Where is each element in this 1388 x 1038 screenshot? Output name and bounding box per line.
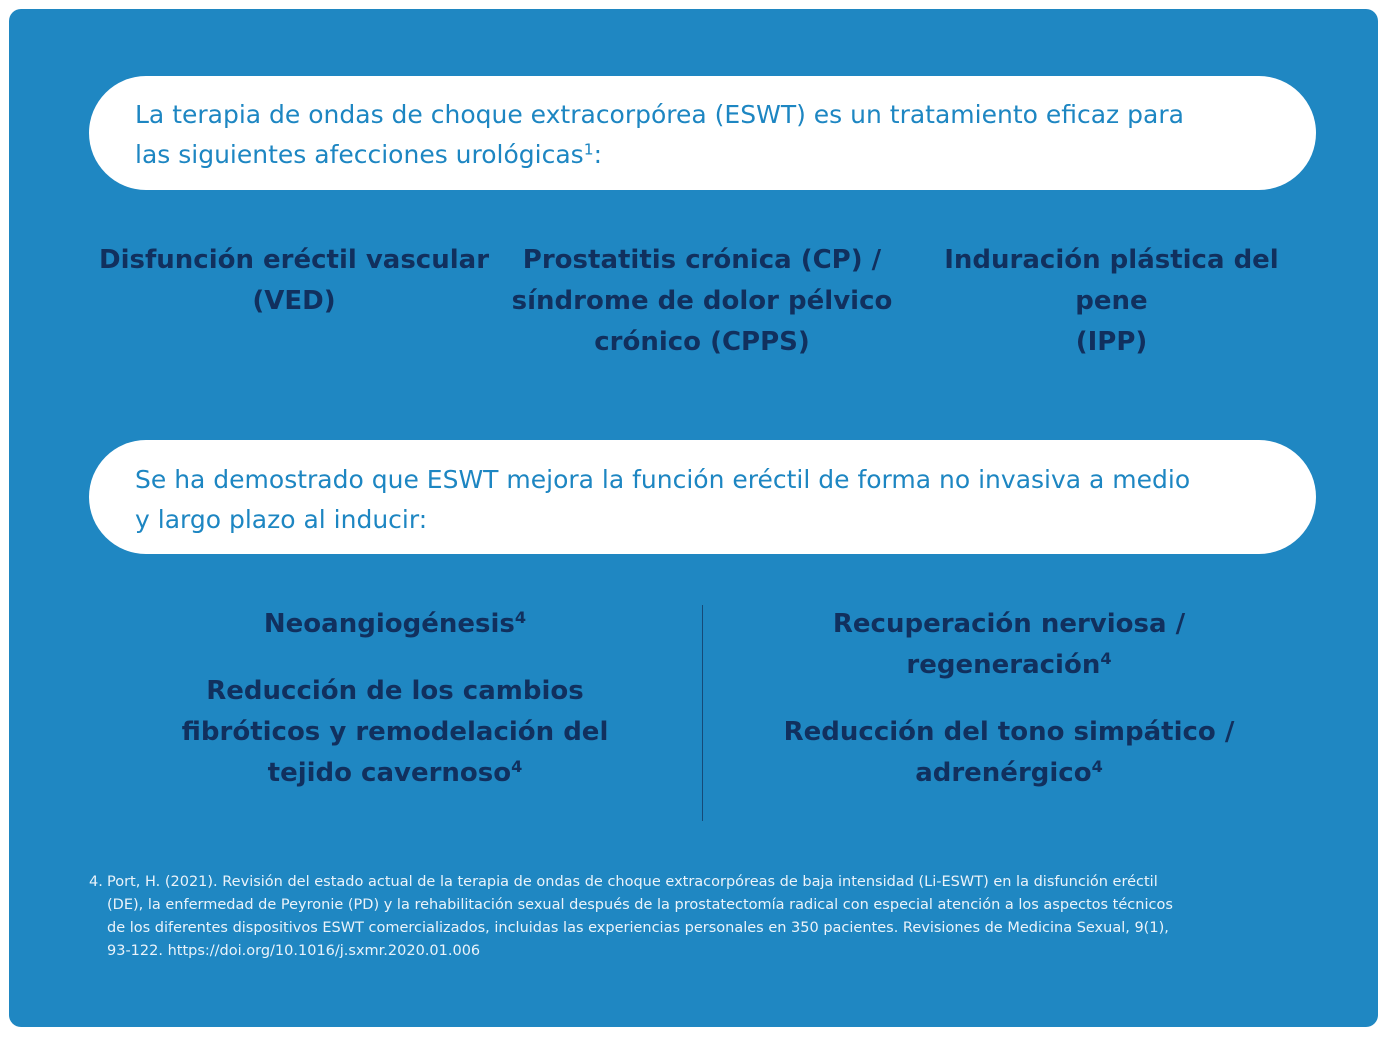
reference-line: de los diferentes dispositivos ESWT comercializados, incluidas las experiencias personales en 350 pacientes. Revisiones de Medicina Sexual, 9(1), [107,920,1169,936]
condition-line: (IPP) [1075,327,1148,357]
info-panel [9,9,1378,1027]
condition-line: síndrome de dolor pélvico [511,286,893,316]
effect-line: adrenérgico [915,758,1092,788]
effect-fibrotic-reduction [159,671,631,794]
effects-callout [89,440,1316,554]
reference-line: 93-122. https://doi.org/10.1016/j.sxmr.2020.01.006 [107,943,481,959]
condition-cp-cpps [497,240,907,363]
condition-line: Disfunción eréctil vascular [98,245,490,275]
effect-line: fibróticos y remodelación del [181,717,609,747]
effect-neoangiogenesis [159,604,631,645]
effect-line: regeneración [906,650,1101,680]
effects-intro-line-1: Se ha demostrado que ESWT mejora la función eréctil de forma no invasiva a medio [135,465,1191,494]
effect-line: Reducción del tono simpático / [783,717,1235,747]
condition-line: (VED) [252,286,336,316]
effect-line: Reducción de los cambios [206,676,584,706]
condition-line: pene [1075,286,1148,316]
references [89,871,1219,963]
effect-nerve-recovery [769,604,1249,686]
effect-superscript: 4 [514,608,527,628]
effect-line: Recuperación nerviosa / [832,609,1186,639]
condition-line: Prostatitis crónica (CP) / [522,245,882,275]
reference-line: (DE), la enfermedad de Peyronie (PD) y la rehabilitación sexual después de la prostatectomía radical con especial atención a los aspectos técnicos [107,897,1173,913]
intro-colon: : [593,140,603,169]
effect-superscript: 4 [1091,757,1103,777]
condition-ipp [919,240,1304,363]
intro-superscript: 1 [583,140,594,159]
effect-line: Neoangiogénesis [263,609,515,639]
intro-callout [89,76,1316,190]
intro-line-2 [135,135,1270,175]
effects-intro-line-2: y largo plazo al inducir: [135,505,428,534]
intro-line-1: La terapia de ondas de choque extracorpórea (ESWT) es un tratamiento eficaz para [135,100,1184,129]
effect-superscript: 4 [1100,649,1112,669]
effects-left-column [159,604,631,794]
effects-right-column [769,604,1249,794]
intro-line-2-text: las siguientes afecciones urológicas [135,140,584,169]
condition-line: Induración plástica del [944,245,1279,275]
reference-number: 4. [89,874,103,890]
reference-line: Port, H. (2021). Revisión del estado actual de la terapia de ondas de choque extracorpóreas de baja intensidad (Li-ESWT) en la disfunción eréctil [107,874,1158,890]
condition-line: crónico (CPPS) [594,327,810,357]
condition-ved [89,240,499,322]
effect-line: tejido cavernoso [267,758,512,788]
effect-superscript: 4 [511,757,523,777]
column-divider [702,605,703,821]
reference-item [89,871,1219,963]
effect-sympathetic-reduction [769,712,1249,794]
